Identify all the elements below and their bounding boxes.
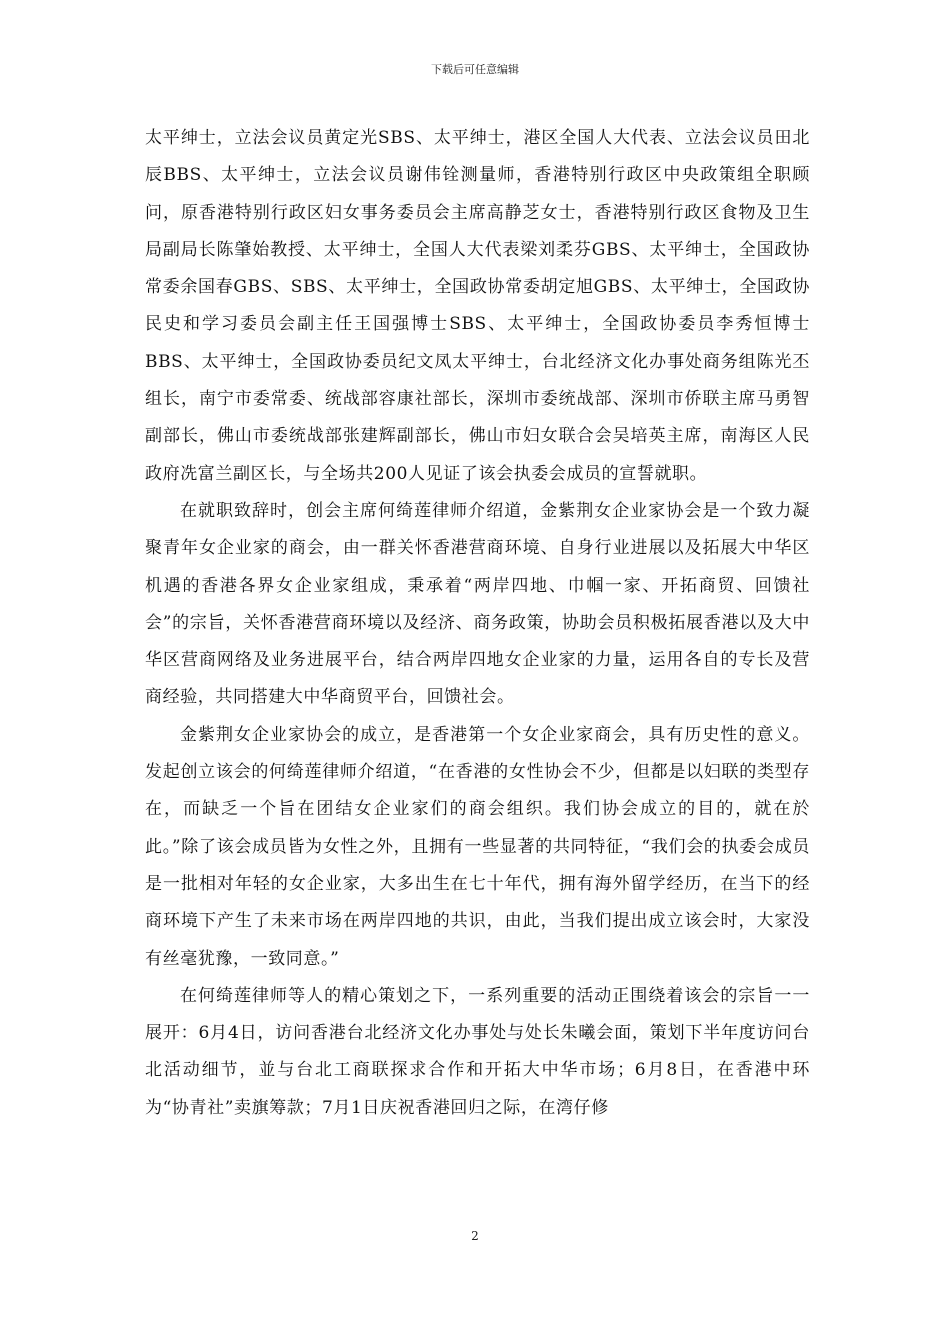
document-body bbox=[145, 120, 810, 1127]
paragraph-2: 在就职致辞时，创会主席何绮莲律师介绍道，金紫荆女企业家协会是一个致力凝聚青年女企业家的商会，由一群关怀香港营商环境、自身行业进展以及拓展大中华区机遇的香港各界女企业家组成，秉承着“两岸四地、巾帼一家、开拓商贸、回馈社会”的宗旨，关怀香港营商环境以及经济、商务政策，协助会员积极拓展香港以及大中华区营商网络及业务进展平台，结合两岸四地女企业家的力量，运用各自的专长及营商经验，共同搭建大中华商贸平台，回馈社会。 bbox=[145, 500, 810, 708]
paragraph-3: 金紫荆女企业家协会的成立，是香港第一个女企业家商会，具有历史性的意义。发起创立该会的何绮莲律师介绍道，“在香港的女性协会不少，但都是以妇联的类型存在，而缺乏一个旨在团结女企业家们的商会组织。我们协会成立的目的，就在於此。”除了该会成员皆为女性之外，且拥有一些显著的共同特征，“我们会的执委会成员是一批相对年轻的女企业家，大多出生在七十年代，拥有海外留学经历，在当下的经商环境下产生了未来市场在两岸四地的共识，由此，当我们提出成立该会时，大家没有丝毫犹豫，一致同意。” bbox=[145, 724, 810, 969]
page-number: 2 bbox=[471, 1229, 479, 1243]
paragraph-4: 在何绮莲律师等人的精心策划之下，一系列重要的活动正围绕着该会的宗旨一一展开：6月4日，访问香港台北经济文化办事处与处长朱曦会面，策划下半年度访问台北活动细节，並与台北工商联探求合作和开拓大中华市场；6月8日，在香港中环为“协青社”卖旗筹款；7月1日庆祝香港回归之际，在湾仔修 bbox=[145, 985, 810, 1118]
page-header: 下载后可任意编辑 bbox=[431, 63, 519, 76]
paragraph-1: 太平绅士，立法会议员黄定光SBS、太平绅士，港区全国人大代表、立法会议员田北辰BBS、太平绅士，立法会议员谢伟铨测量师，香港特别行政区中央政策组全职顾问，原香港特别行政区妇女事务委员会主席高静芝女士，香港特别行政区食物及卫生局副局长陈肇始教授、太平绅士，全国人大代表梁刘柔芬GBS、太平绅士，全国政协常委余国春GBS、SBS、太平绅士，全国政协常委胡定旭GBS、太平绅士，全国政协民史和学习委员会副主任王国强博士SBS、太平绅士，全国政协委员李秀恒博士 BBS、太平绅士，全国政协委员纪文凤太平绅士，台北经济文化办事处商务组陈光丕组长，南宁市委常委、统战部容康社部长，深圳市委统战部、深圳市侨联主席马勇智副部长，佛山市委统战部张建辉副部长，佛山市妇女联合会吴培英主席，南海区人民政府冼富兰副区长，与全场共200人见证了该会执委会成员的宣誓就职。 bbox=[145, 128, 810, 484]
